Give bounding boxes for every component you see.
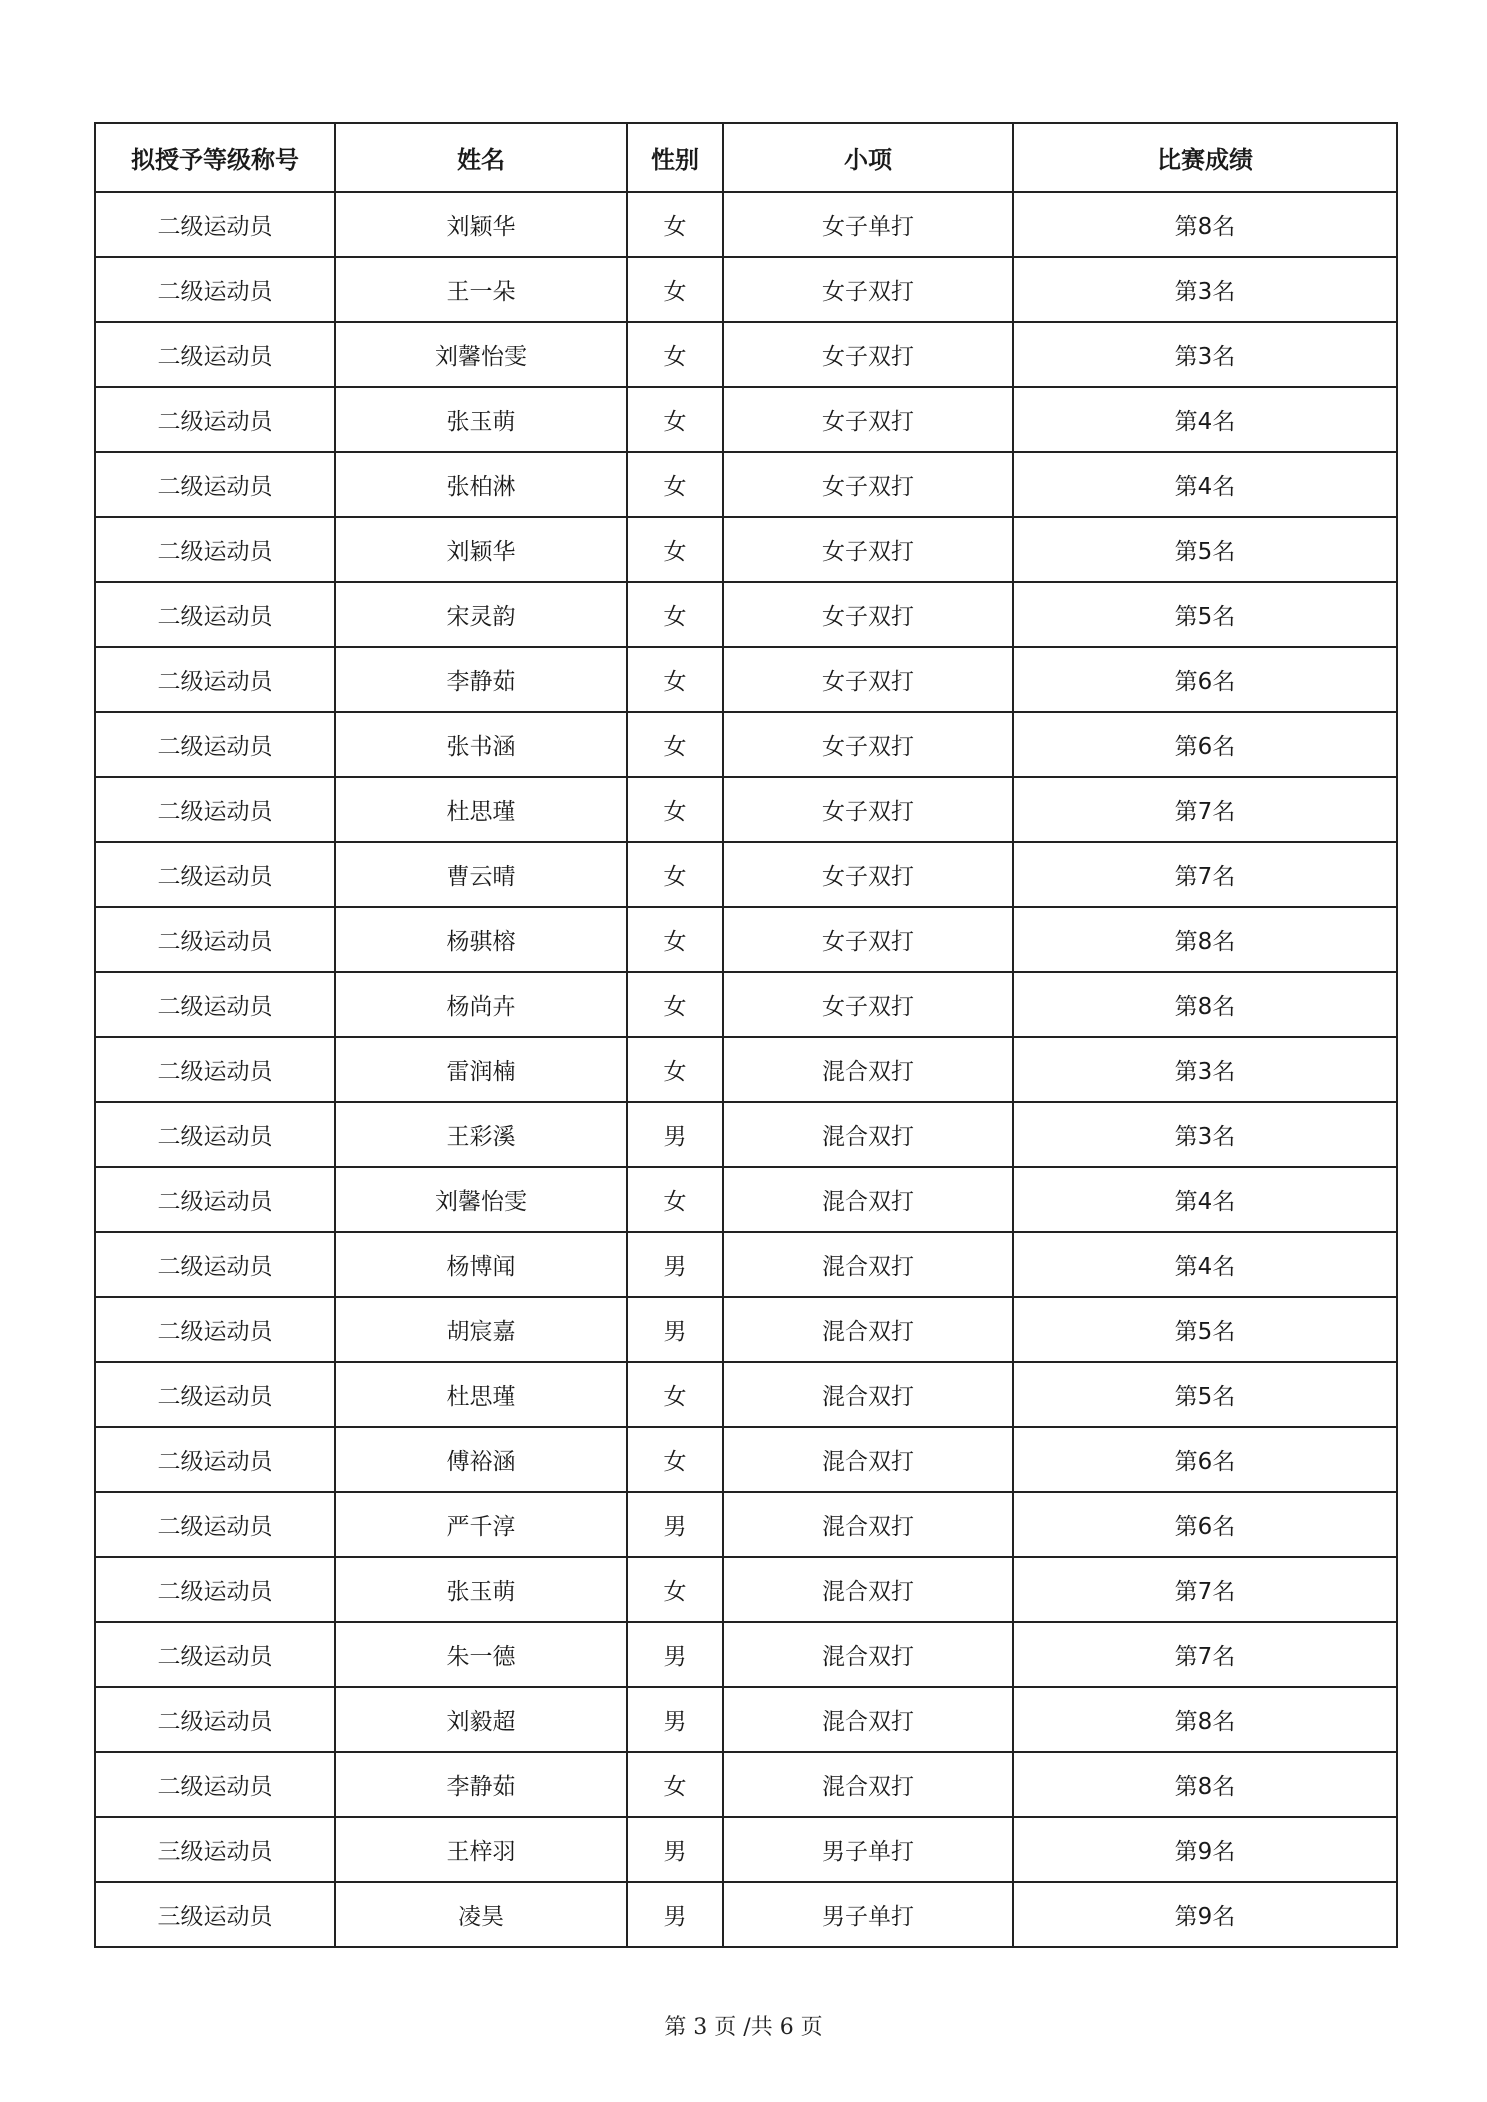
table-row xyxy=(95,452,1397,517)
cell-event: 女子双打 xyxy=(723,517,1013,582)
table-body xyxy=(95,192,1397,1947)
table-row xyxy=(95,517,1397,582)
table-row xyxy=(95,582,1397,647)
cell-event: 混合双打 xyxy=(723,1427,1013,1492)
cell-name: 杜思瑾 xyxy=(335,1362,627,1427)
header-gender: 性别 xyxy=(627,123,723,192)
cell-gender: 女 xyxy=(627,517,723,582)
table-row xyxy=(95,1882,1397,1947)
cell-result: 第8名 xyxy=(1013,907,1397,972)
cell-event: 女子双打 xyxy=(723,907,1013,972)
cell-name: 雷润楠 xyxy=(335,1037,627,1102)
cell-event: 混合双打 xyxy=(723,1752,1013,1817)
cell-event: 女子单打 xyxy=(723,192,1013,257)
cell-result: 第8名 xyxy=(1013,972,1397,1037)
cell-result: 第4名 xyxy=(1013,387,1397,452)
cell-gender: 男 xyxy=(627,1102,723,1167)
cell-event: 女子双打 xyxy=(723,972,1013,1037)
cell-event: 女子双打 xyxy=(723,777,1013,842)
cell-result: 第5名 xyxy=(1013,1362,1397,1427)
cell-gender: 女 xyxy=(627,777,723,842)
cell-name: 曹云晴 xyxy=(335,842,627,907)
cell-level: 二级运动员 xyxy=(95,907,335,972)
cell-name: 王梓羽 xyxy=(335,1817,627,1882)
cell-result: 第9名 xyxy=(1013,1882,1397,1947)
cell-event: 混合双打 xyxy=(723,1362,1013,1427)
cell-name: 王彩溪 xyxy=(335,1102,627,1167)
table-row xyxy=(95,1167,1397,1232)
cell-level: 二级运动员 xyxy=(95,777,335,842)
cell-event: 男子单打 xyxy=(723,1882,1013,1947)
table-row xyxy=(95,842,1397,907)
cell-gender: 女 xyxy=(627,1427,723,1492)
cell-result: 第5名 xyxy=(1013,582,1397,647)
cell-name: 刘馨怡雯 xyxy=(335,322,627,387)
table-row xyxy=(95,1232,1397,1297)
table-row xyxy=(95,1492,1397,1557)
cell-gender: 男 xyxy=(627,1297,723,1362)
cell-event: 混合双打 xyxy=(723,1102,1013,1167)
cell-gender: 女 xyxy=(627,192,723,257)
table-row xyxy=(95,387,1397,452)
cell-event: 混合双打 xyxy=(723,1687,1013,1752)
cell-gender: 男 xyxy=(627,1817,723,1882)
table-row xyxy=(95,322,1397,387)
cell-event: 女子双打 xyxy=(723,582,1013,647)
cell-level: 二级运动员 xyxy=(95,322,335,387)
cell-name: 凌昊 xyxy=(335,1882,627,1947)
cell-name: 张玉萌 xyxy=(335,1557,627,1622)
cell-result: 第6名 xyxy=(1013,1492,1397,1557)
cell-level: 二级运动员 xyxy=(95,1102,335,1167)
cell-gender: 女 xyxy=(627,1037,723,1102)
cell-level: 二级运动员 xyxy=(95,1492,335,1557)
cell-level: 二级运动员 xyxy=(95,1427,335,1492)
cell-event: 女子双打 xyxy=(723,452,1013,517)
cell-result: 第9名 xyxy=(1013,1817,1397,1882)
cell-result: 第6名 xyxy=(1013,647,1397,712)
cell-name: 王一朵 xyxy=(335,257,627,322)
table-row xyxy=(95,1427,1397,1492)
cell-level: 二级运动员 xyxy=(95,1232,335,1297)
table-row xyxy=(95,1622,1397,1687)
cell-event: 女子双打 xyxy=(723,647,1013,712)
cell-name: 张书涵 xyxy=(335,712,627,777)
cell-event: 女子双打 xyxy=(723,322,1013,387)
cell-result: 第5名 xyxy=(1013,1297,1397,1362)
cell-result: 第3名 xyxy=(1013,257,1397,322)
cell-name: 李静茹 xyxy=(335,647,627,712)
cell-level: 三级运动员 xyxy=(95,1882,335,1947)
cell-gender: 女 xyxy=(627,647,723,712)
table-row xyxy=(95,1362,1397,1427)
cell-gender: 女 xyxy=(627,257,723,322)
cell-event: 女子双打 xyxy=(723,842,1013,907)
cell-event: 混合双打 xyxy=(723,1297,1013,1362)
table-row xyxy=(95,1557,1397,1622)
cell-gender: 女 xyxy=(627,842,723,907)
cell-gender: 女 xyxy=(627,387,723,452)
cell-level: 三级运动员 xyxy=(95,1817,335,1882)
table-row xyxy=(95,192,1397,257)
cell-level: 二级运动员 xyxy=(95,452,335,517)
cell-result: 第8名 xyxy=(1013,1687,1397,1752)
cell-gender: 女 xyxy=(627,972,723,1037)
cell-level: 二级运动员 xyxy=(95,582,335,647)
cell-name: 刘颖华 xyxy=(335,517,627,582)
cell-result: 第8名 xyxy=(1013,1752,1397,1817)
cell-name: 张柏淋 xyxy=(335,452,627,517)
cell-gender: 男 xyxy=(627,1882,723,1947)
table-row xyxy=(95,972,1397,1037)
cell-gender: 女 xyxy=(627,1362,723,1427)
cell-event: 女子双打 xyxy=(723,387,1013,452)
cell-level: 二级运动员 xyxy=(95,712,335,777)
cell-level: 二级运动员 xyxy=(95,1297,335,1362)
table-row xyxy=(95,647,1397,712)
cell-result: 第3名 xyxy=(1013,322,1397,387)
cell-level: 二级运动员 xyxy=(95,1752,335,1817)
cell-result: 第4名 xyxy=(1013,452,1397,517)
header-event: 小项 xyxy=(723,123,1013,192)
cell-name: 朱一德 xyxy=(335,1622,627,1687)
cell-name: 刘颖华 xyxy=(335,192,627,257)
cell-gender: 女 xyxy=(627,712,723,777)
table-row xyxy=(95,1687,1397,1752)
cell-result: 第8名 xyxy=(1013,192,1397,257)
table-row xyxy=(95,1297,1397,1362)
cell-gender: 女 xyxy=(627,907,723,972)
cell-gender: 女 xyxy=(627,1752,723,1817)
cell-gender: 男 xyxy=(627,1687,723,1752)
cell-name: 刘毅超 xyxy=(335,1687,627,1752)
cell-level: 二级运动员 xyxy=(95,972,335,1037)
cell-event: 混合双打 xyxy=(723,1037,1013,1102)
cell-result: 第4名 xyxy=(1013,1167,1397,1232)
cell-event: 男子单打 xyxy=(723,1817,1013,1882)
cell-event: 混合双打 xyxy=(723,1492,1013,1557)
table-row xyxy=(95,257,1397,322)
table-row xyxy=(95,1102,1397,1167)
cell-event: 女子双打 xyxy=(723,712,1013,777)
cell-name: 胡宸嘉 xyxy=(335,1297,627,1362)
cell-name: 张玉萌 xyxy=(335,387,627,452)
cell-level: 二级运动员 xyxy=(95,647,335,712)
cell-level: 二级运动员 xyxy=(95,1687,335,1752)
cell-name: 刘馨怡雯 xyxy=(335,1167,627,1232)
table-row xyxy=(95,1752,1397,1817)
cell-result: 第7名 xyxy=(1013,777,1397,842)
cell-result: 第3名 xyxy=(1013,1037,1397,1102)
cell-level: 二级运动员 xyxy=(95,1037,335,1102)
cell-level: 二级运动员 xyxy=(95,517,335,582)
table-row xyxy=(95,1037,1397,1102)
cell-event: 混合双打 xyxy=(723,1557,1013,1622)
cell-name: 杨骐榕 xyxy=(335,907,627,972)
cell-name: 杨博闻 xyxy=(335,1232,627,1297)
cell-name: 杨尚卉 xyxy=(335,972,627,1037)
cell-gender: 女 xyxy=(627,452,723,517)
cell-level: 二级运动员 xyxy=(95,387,335,452)
cell-name: 严千淳 xyxy=(335,1492,627,1557)
cell-gender: 女 xyxy=(627,1557,723,1622)
cell-gender: 女 xyxy=(627,322,723,387)
cell-level: 二级运动员 xyxy=(95,257,335,322)
cell-result: 第4名 xyxy=(1013,1232,1397,1297)
table-row xyxy=(95,777,1397,842)
cell-name: 傅裕涵 xyxy=(335,1427,627,1492)
cell-gender: 男 xyxy=(627,1232,723,1297)
cell-gender: 女 xyxy=(627,582,723,647)
table-row xyxy=(95,907,1397,972)
cell-level: 二级运动员 xyxy=(95,842,335,907)
page-number: 第 3 页 /共 6 页 xyxy=(664,2015,823,2040)
table-header-row xyxy=(95,123,1397,192)
cell-result: 第5名 xyxy=(1013,517,1397,582)
athlete-grade-table xyxy=(94,122,1398,1948)
cell-event: 混合双打 xyxy=(723,1167,1013,1232)
header-result: 比赛成绩 xyxy=(1013,123,1397,192)
cell-level: 二级运动员 xyxy=(95,192,335,257)
cell-name: 宋灵韵 xyxy=(335,582,627,647)
cell-event: 女子双打 xyxy=(723,257,1013,322)
cell-level: 二级运动员 xyxy=(95,1167,335,1232)
cell-gender: 女 xyxy=(627,1167,723,1232)
table-row xyxy=(95,712,1397,777)
cell-level: 二级运动员 xyxy=(95,1622,335,1687)
cell-level: 二级运动员 xyxy=(95,1362,335,1427)
cell-result: 第6名 xyxy=(1013,712,1397,777)
header-level: 拟授予等级称号 xyxy=(95,123,335,192)
cell-result: 第7名 xyxy=(1013,1557,1397,1622)
cell-result: 第3名 xyxy=(1013,1102,1397,1167)
cell-result: 第6名 xyxy=(1013,1427,1397,1492)
cell-event: 混合双打 xyxy=(723,1232,1013,1297)
cell-name: 杜思瑾 xyxy=(335,777,627,842)
cell-gender: 男 xyxy=(627,1492,723,1557)
header-name: 姓名 xyxy=(335,123,627,192)
cell-event: 混合双打 xyxy=(723,1622,1013,1687)
table-row xyxy=(95,1817,1397,1882)
cell-result: 第7名 xyxy=(1013,1622,1397,1687)
cell-result: 第7名 xyxy=(1013,842,1397,907)
cell-level: 二级运动员 xyxy=(95,1557,335,1622)
cell-gender: 男 xyxy=(627,1622,723,1687)
cell-name: 李静茹 xyxy=(335,1752,627,1817)
